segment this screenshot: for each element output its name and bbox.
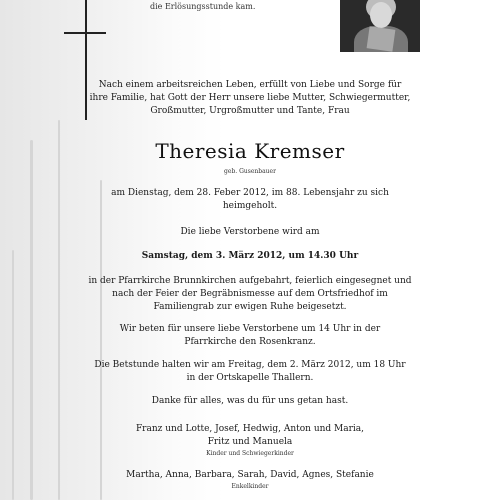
children-line: Franz und Lotte, Josef, Hedwig, Anton und Maria,	[135, 424, 365, 434]
maiden-name: geb. Gusenbauer	[224, 168, 276, 175]
thanks-line: Danke für alles, was du für uns getan hast.	[151, 396, 349, 406]
ceremony-line: Familiengrab zur ewigen Ruhe beigesetzt.	[153, 302, 347, 312]
deceased-name: Theresia Kremser	[155, 139, 345, 163]
death-date-line: heimgeholt.	[222, 201, 278, 211]
children-line: Fritz und Manuela	[207, 437, 293, 447]
prayer-hour-line: Die Betstunde halten wir am Freitag, dem 2. März 2012, um 18 Uhr	[94, 360, 406, 370]
portrait-photo	[340, 0, 420, 52]
ceremony-line: in der Pfarrkirche Brunnkirchen aufgebahrt, feierlich eingesegnet und	[88, 276, 412, 286]
ceremony-line: nach der Feier der Begräbnismesse auf dem Ortsfriedhof im	[112, 289, 388, 299]
intro-line: Nach einem arbeitsreichen Leben, erfüllt von Liebe und Sorge für	[98, 80, 402, 90]
intro-line: Großmutter, Urgroßmutter und Tante, Frau	[150, 106, 350, 116]
children-label: Kinder und Schwiegerkinder	[206, 450, 294, 457]
viewing-intro: Die liebe Verstorbene wird am	[180, 227, 320, 237]
grandchildren-line: Martha, Anna, Barbara, Sarah, David, Agnes, Stefanie	[126, 470, 374, 480]
death-date-line: am Dienstag, dem 28. Feber 2012, im 88. Lebensjahr zu sich	[111, 188, 389, 198]
rosary-line: Wir beten für unsere liebe Verstorbene um 14 Uhr in der	[119, 324, 381, 334]
intro-line: ihre Familie, hat Gott der Herr unsere liebe Mutter, Schwiegermutter,	[89, 93, 411, 103]
rosary-line: Pfarrkirche den Rosenkranz.	[184, 337, 316, 347]
funeral-date-time: Samstag, dem 3. März 2012, um 14.30 Uhr	[141, 251, 359, 261]
top-verse-fragment: die Erlösungsstunde kam.	[150, 2, 256, 11]
cross-icon-bar	[64, 32, 106, 34]
prayer-hour-line: in der Ortskapelle Thallern.	[186, 373, 314, 383]
grandchildren-label: Enkelkinder	[231, 483, 269, 490]
